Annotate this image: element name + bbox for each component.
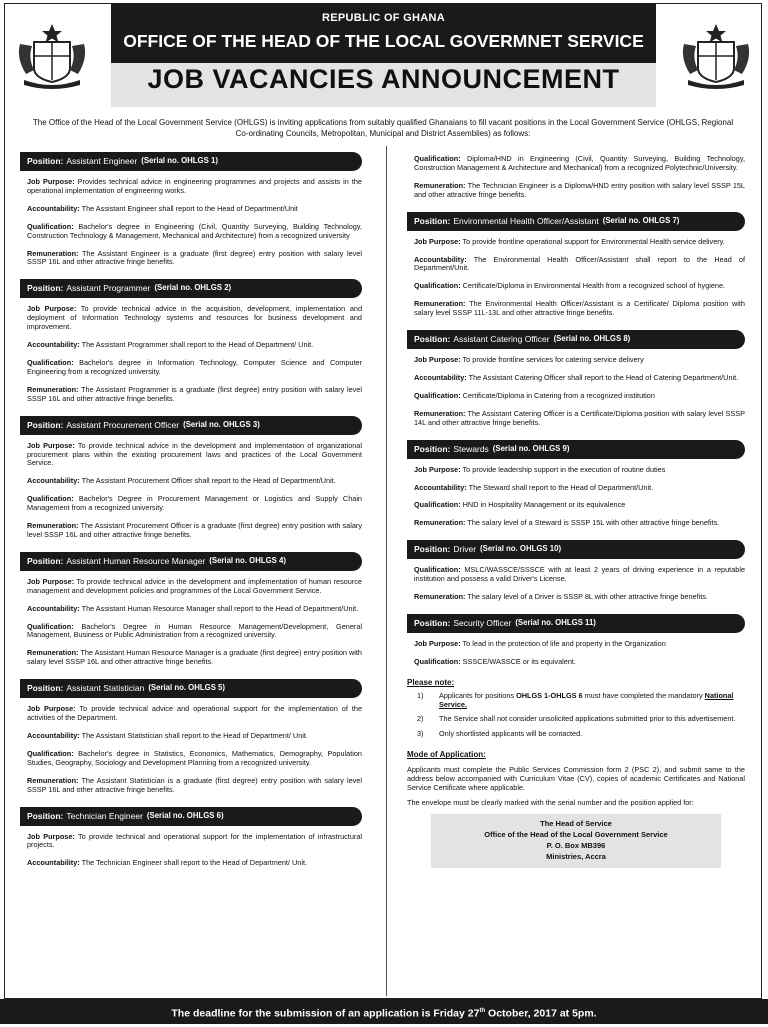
position-bar: Position: Assistant Procurement Officer (Serial no. OHLGS 3) xyxy=(20,416,362,435)
accountability: Accountability: The Technician Engineer shall report to the Head of Department/ Unit. xyxy=(27,858,307,868)
job-ohlgs-10 xyxy=(407,540,745,602)
intro-paragraph: The Office of the Head of the Local Government Service (OHLGS) is inviting applications from suitably qualified Ghanaians to fill vacant positions in the Local Government Service (OHLGS, Regional Co-ordinating Councils, Metropolitan, Municipal and District Assemblies) as follows: xyxy=(32,118,734,138)
job-purpose: Job Purpose: To provide technical and operational support for the implementation of infrastructural projects. xyxy=(27,831,362,850)
remuneration: Remuneration: The Environmental Health Officer/Assistant is a Certificate/ Diploma position with salary level SSSP 11L-13L and other attractive fringe benefits. xyxy=(414,299,745,318)
qualification: Qualification: HND in Hospitality Management or its equivalence xyxy=(414,500,626,510)
remuneration: Remuneration: The Assistant Statistician is a graduate (first degree) entry position with salary level SSSP 16L and other attractive fringe benefits. xyxy=(27,775,362,794)
position-title: Assistant Procurement Officer xyxy=(66,419,180,430)
position-bar: Position: Environmental Health Officer/Assistant (Serial no. OHLGS 7) xyxy=(407,212,745,231)
job-ohlgs-6-continued xyxy=(407,155,745,200)
qualification: Qualification: Bachelor's degree in Engineering (Civil, Quantity Surveying, Building Technology, Construction Technology & Management, Mechanical and Architecture) from a recognized university xyxy=(27,221,363,240)
accountability: Accountability: The Assistant Statistician shall report to the Head of Department/ Unit. xyxy=(27,731,308,740)
serial-number: (Serial no. OHLGS 5) xyxy=(148,683,225,693)
job-purpose: Job Purpose: To provide frontline services for catering service delivery xyxy=(414,355,644,365)
job-ohlgs-4 xyxy=(20,552,362,667)
job-purpose: Job Purpose: To provide technical advice in the acquisition, development, implementation and deployment of Information Technology systems and resources for business development and improvement. xyxy=(27,304,363,332)
position-title: Assistant Programmer xyxy=(66,283,151,294)
serial-number: (Serial no. OHLGS 3) xyxy=(183,419,260,429)
remuneration: Remuneration: The salary level of a Steward is SSSP 15L with other attractive fringe benefits. xyxy=(414,518,720,528)
serial-number: (Serial no. OHLGS 8) xyxy=(553,334,631,344)
remuneration: Remuneration: The Assistant Engineer is a graduate (first degree) entry position with salary level SSSP 16L and other attractive fringe benefits. xyxy=(27,248,362,267)
page-title: JOB VACANCIES ANNOUNCEMENT xyxy=(147,64,620,94)
republic-label: REPUBLIC OF GHANA xyxy=(321,12,446,24)
qualification: Qualification: Bachelor's degree in Statistics, Economics, Mathematics, Demography, Population Studies, Geography, Sociology and Development Planning from a recognized university. xyxy=(27,748,362,767)
job-ohlgs-5 xyxy=(20,679,362,794)
job-ohlgs-7 xyxy=(407,212,745,318)
serial-number: (Serial no. OHLGS 10) xyxy=(480,544,562,554)
remuneration: Remuneration: The Assistant Human Resource Manager is a graduate (first degree) entry position with salary level SSSP 16L and other attractive fringe benefits. xyxy=(27,648,362,667)
ghana-coat-of-arms-right xyxy=(676,20,756,90)
serial-number: (Serial no. OHLGS 4) xyxy=(209,555,286,565)
accountability: Accountability: The Assistant Catering Officer shall report to the Head of Catering Department/Unit. xyxy=(414,372,739,382)
job-ohlgs-11 xyxy=(407,614,745,667)
serial-number: (Serial no. OHLGS 9) xyxy=(492,443,570,453)
mode-paragraph: Applicants must complete the Public Services Commission form 2 (PSC 2), and submit same to the address below accompanied with Curriculum Vitae (CV), copies of academic Certificates and National Service Certificate where applicable. xyxy=(407,765,745,792)
note-item: 1) Applicants for positions OHLGS 1-OHLGS 6 must have completed the mandatory National Service. xyxy=(417,690,734,709)
column-divider xyxy=(386,146,387,996)
note-item: 2) The Service shall not consider unsolicited applications submitted prior to this advertisement. xyxy=(417,714,736,724)
ghana-coat-of-arms-left xyxy=(12,20,92,90)
accountability: Accountability: The Assistant Programmer shall report to the Head of Department/ Unit. xyxy=(27,340,314,350)
position-title: Security Officer xyxy=(453,617,512,628)
position-bar: Position: Assistant Catering Officer (Serial no. OHLGS 8) xyxy=(407,330,745,349)
qualification: Qualification: SSSCE/WASSCE or its equivalent. xyxy=(414,656,576,666)
envelope-instruction: The envelope must be clearly marked with the serial number and the position applied for: xyxy=(407,797,694,807)
address-line: P. O. Box MB396 xyxy=(546,840,606,850)
job-purpose: Job Purpose: To provide technical advice in the development and implementation of organizational procurement plans within the existing procurement laws and practices of the Local Government Service. xyxy=(27,440,362,468)
mode-title: Mode of Application: xyxy=(407,750,486,760)
job-purpose: Job Purpose: To provide frontline operational support for Environmental Health service delivery. xyxy=(414,236,725,246)
address-line: The Head of Service xyxy=(540,818,612,828)
job-ohlgs-9 xyxy=(407,440,745,529)
position-bar: Position: Assistant Engineer (Serial no. OHLGS 1) xyxy=(20,152,362,171)
position-title: Stewards xyxy=(453,443,489,454)
position-title: Technician Engineer xyxy=(66,810,143,821)
position-title: Assistant Human Resource Manager xyxy=(66,555,206,566)
job-ohlgs-6 xyxy=(20,807,362,869)
position-title: Assistant Statistician xyxy=(66,683,145,694)
qualification: Qualification: Diploma/HND in Engineering (Civil, Quantity Surveying, Building Technology, Construction Management & Architecture and Mechanical) from a recognized Polytechnic/University. xyxy=(414,154,746,172)
position-title: Assistant Catering Officer xyxy=(453,334,550,345)
position-title: Driver xyxy=(453,544,477,555)
notes-title: Please note: xyxy=(407,677,455,687)
serial-number: (Serial no. OHLGS 2) xyxy=(154,283,232,293)
job-purpose: Job Purpose: To provide technical advice and operational support for the implementation of the activities of the Department. xyxy=(27,704,363,723)
job-ohlgs-1 xyxy=(20,152,362,267)
job-purpose: Job Purpose: Provides technical advice in engineering programmes and projects and assists in the operational implementation of engineering works. xyxy=(27,177,362,195)
accountability: Accountability: The Environmental Health Officer/Assistant shall report to the Head of Department/Unit. xyxy=(414,254,745,273)
qualification: Qualification: Certificate/Diploma in Catering from a recognized institution xyxy=(414,390,655,400)
position-title: Assistant Engineer xyxy=(66,156,138,167)
remuneration: Remuneration: The Assistant Procurement Officer is a graduate (first degree) entry position with salary level SSSP 16L and other attractive fringe benefits. xyxy=(27,521,362,539)
mode-of-application xyxy=(407,751,745,868)
qualification: Qualification: Certificate/Diploma in Environmental Health from a recognized school of hygiene. xyxy=(414,281,726,291)
address-box xyxy=(431,814,721,868)
position-bar: Position: Assistant Statistician (Serial no. OHLGS 5) xyxy=(20,679,362,698)
note-item: 3) Only shortlisted applicants will be contacted. xyxy=(417,729,583,739)
job-ohlgs-2 xyxy=(20,279,362,403)
remuneration: Remuneration: The Assistant Programmer is a graduate (first degree) entry position with salary level SSSP 16L and other attractive fringe benefits. xyxy=(27,384,362,403)
accountability: Accountability: The Steward shall report to the Head of Department/Unit. xyxy=(414,482,654,492)
deadline-banner: The deadline for the submission of an application is Friday 27th October, 2017 at 5pm. xyxy=(0,999,768,1024)
job-purpose: Job Purpose: To provide technical advice in the development and implementation of human resource management and development policies and programmes of the Local Government Service. xyxy=(27,576,362,595)
serial-number: (Serial no. OHLGS 1) xyxy=(141,156,218,166)
remuneration: Remuneration: The Technician Engineer is a Diploma/HND entry position with salary level SSSP 15L and other attractive fringe benefits. xyxy=(414,180,745,199)
left-column xyxy=(20,152,362,880)
position-bar: Position: Assistant Programmer (Serial no. OHLGS 2) xyxy=(20,279,362,298)
remuneration: Remuneration: The salary level of a Driver is SSSP 8L with other attractive fringe benefits. xyxy=(414,592,708,602)
accountability: Accountability: The Assistant Engineer shall report to the Head of Department/Unit xyxy=(27,203,298,213)
qualification: Qualification: Bachelor's Degree in Procurement Management or Logistics and Supply Chain Management from a recognized university. xyxy=(27,494,362,513)
position-bar: Position: Security Officer (Serial no. OHLGS 11) xyxy=(407,614,745,633)
address-line: Office of the Head of the Local Government Service xyxy=(484,829,668,839)
serial-number: (Serial no. OHLGS 11) xyxy=(515,617,596,627)
serial-number: (Serial no. OHLGS 7) xyxy=(602,215,680,225)
position-bar: Position: Driver (Serial no. OHLGS 10) xyxy=(407,540,745,559)
office-title: OFFICE OF THE HEAD OF THE LOCAL GOVERMNET SERVICE xyxy=(123,31,644,51)
right-column xyxy=(407,155,745,868)
address-line: Ministries, Accra xyxy=(546,851,606,861)
accountability: Accountability: The Assistant Human Resource Manager shall report to the Head of Department/Unit. xyxy=(27,603,359,613)
serial-number: (Serial no. OHLGS 6) xyxy=(146,810,224,820)
position-bar: Position: Technician Engineer (Serial no. OHLGS 6) xyxy=(20,807,362,826)
job-ohlgs-3 xyxy=(20,416,362,540)
job-purpose: Job Purpose: To provide leadership support in the execution of routine duties xyxy=(414,464,666,474)
position-title: Environmental Health Officer/Assistant xyxy=(453,215,599,226)
job-purpose: Job Purpose: To lead in the protection of life and property in the Organization xyxy=(414,638,666,648)
qualification: Qualification: MSLC/WASSCE/SSSCE with at least 2 years of driving experience in a reputable institution and possess a valid Driver's License. xyxy=(414,565,745,584)
remuneration: Remuneration: The Assistant Catering Officer is a Certificate/Diploma position with salary level SSSP 14L and other attractive fringe benefits. xyxy=(414,408,745,427)
accountability: Accountability: The Assistant Procurement Officer shall report to the Head of Department/Unit. xyxy=(27,476,336,486)
qualification: Qualification: Bachelor's degree in Information Technology, Computer Science and Computer Engineering from a recognized university. xyxy=(27,357,362,376)
notes-section xyxy=(407,679,745,740)
position-bar: Position: Assistant Human Resource Manager (Serial no. OHLGS 4) xyxy=(20,552,362,571)
position-bar: Position: Stewards (Serial no. OHLGS 9) xyxy=(407,440,745,459)
job-ohlgs-8 xyxy=(407,330,745,428)
qualification: Qualification: Bachelor's Degree in Human Resource Management/Development, General Management, Business or Public Administration from a recognized university. xyxy=(27,621,362,640)
